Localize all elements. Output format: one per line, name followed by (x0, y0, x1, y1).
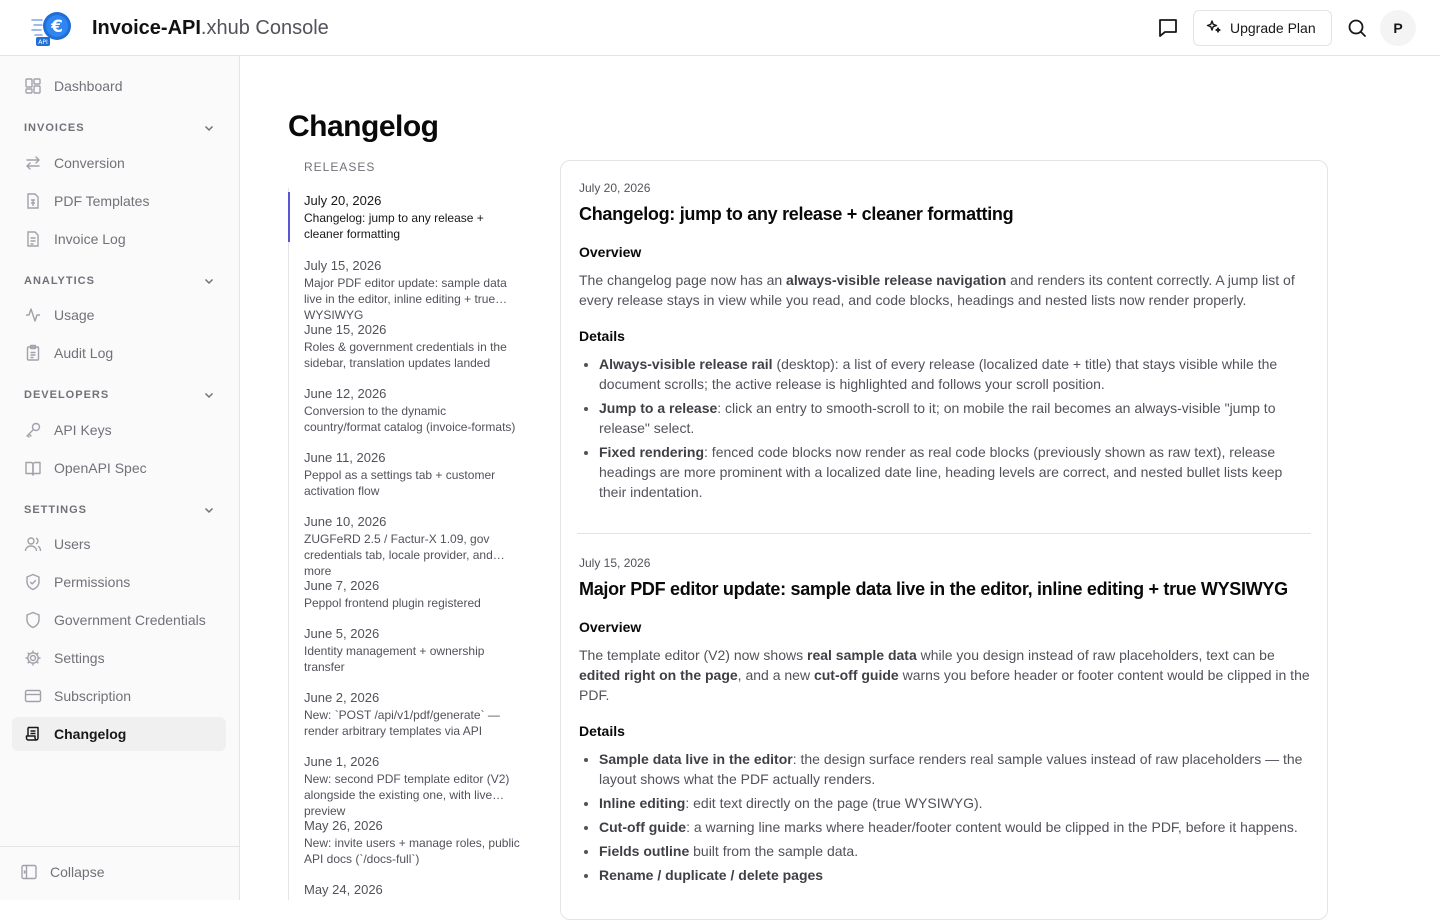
details-heading: Details (579, 723, 625, 739)
sidebar-item-label: Government Credentials (54, 612, 206, 628)
rail-item-title: ZUGFeRD 2.5 / Factur-X 1.09, gov credentials tab, locale provider, and more (304, 532, 493, 578)
chevron-down-icon (202, 503, 216, 517)
overview-bold: cut-off guide (813, 667, 899, 683)
section-label: DEVELOPERS (24, 389, 110, 401)
overview-text (579, 270, 1313, 310)
chevron-down-icon (202, 121, 216, 135)
detail-bold: Cut-off guide (599, 819, 687, 835)
detail-bold: Always-visible release rail (599, 356, 773, 372)
sidebar-item-openapi-spec[interactable] (12, 451, 226, 485)
overview-text-part: while you design instead of raw placeholders, text can be (916, 647, 1275, 663)
overview-heading: Overview (579, 619, 642, 635)
release-rail (288, 188, 528, 900)
top-header (0, 0, 1440, 56)
detail-text: : fenced code blocks now render as real code blocks (previously shown as raw text), release headings are more prominent with a localized date line, heading levels are correct, and nested bullet lists keep their indentation. (599, 444, 1283, 500)
avatar[interactable]: P (1380, 10, 1416, 46)
section-invoices[interactable] (24, 118, 216, 138)
sidebar-item-api-keys[interactable] (12, 413, 226, 447)
sidebar-item-usage[interactable] (12, 298, 226, 332)
detail-item (599, 817, 1313, 837)
overview-bold: always-visible release navigation (786, 272, 1007, 288)
users-icon (24, 535, 42, 553)
sidebar-footer (0, 846, 239, 900)
rail-item-title: Peppol as a settings tab + customer activation flow (304, 468, 496, 498)
collapse-button[interactable] (20, 863, 104, 881)
section-analytics[interactable] (24, 271, 216, 291)
rail-item-date: May 26, 2026 (304, 818, 383, 833)
section-settings[interactable] (24, 500, 216, 520)
rail-item[interactable] (288, 192, 528, 242)
overview-text-part: warns you before header or footer content would be clipped in the PDF. (579, 667, 1310, 703)
detail-item (599, 865, 1313, 885)
rail-item[interactable] (289, 513, 529, 578)
activity-icon (24, 306, 42, 324)
sidebar-item-government-credentials[interactable] (12, 603, 226, 637)
details-heading: Details (579, 328, 625, 344)
sidebar-item-subscription[interactable] (12, 679, 226, 713)
shield-check-icon (24, 573, 42, 591)
euro-coin-logo-icon[interactable] (30, 8, 78, 48)
overview-text (579, 645, 1313, 705)
sidebar-item-label: PDF Templates (54, 193, 150, 209)
sidebar-item-changelog[interactable] (12, 717, 226, 751)
release-title: Major PDF editor update: sample data live in the editor, inline editing + true WYSIWYG (579, 579, 1288, 599)
overview-text-part: The template editor (V2) now shows (579, 647, 807, 663)
gear-icon (24, 649, 42, 667)
detail-text: : the design surface renders real sample values instead of raw placeholders — the layout shows what the PDF actually renders. (599, 751, 1303, 787)
rail-item-date: June 1, 2026 (304, 754, 380, 769)
detail-bold: Rename / duplicate / delete pages (599, 867, 824, 883)
release-entry (579, 180, 1313, 506)
rail-item-date: June 10, 2026 (304, 514, 387, 529)
rail-item-title: Peppol frontend plugin registered (304, 596, 481, 610)
rail-item-title: Identity management + ownership transfer (304, 644, 485, 674)
book-open-icon (24, 459, 42, 477)
svg-text:€: € (51, 17, 63, 37)
rail-item-date: June 11, 2026 (304, 450, 386, 465)
detail-bold: Fields outline (599, 843, 690, 859)
sidebar-item-label: Permissions (54, 574, 131, 590)
rail-item-title: New: second PDF template editor (V2) alongside the existing one, with live preview (304, 772, 510, 818)
panel-left-icon (20, 863, 38, 881)
rail-item[interactable] (289, 385, 529, 435)
detail-item (599, 354, 1313, 394)
rail-item-date: June 7, 2026 (304, 578, 380, 593)
scroll-icon (24, 725, 42, 743)
detail-item (599, 793, 1313, 813)
detail-text: : click an entry to smooth-scroll to it; on mobile the rail becomes an always-visible "jump to release" select. (599, 400, 1276, 436)
changelog-document[interactable] (560, 160, 1328, 920)
upgrade-plan-button[interactable] (1193, 10, 1332, 46)
rail-item-date: June 15, 2026 (304, 322, 387, 337)
detail-item (599, 841, 1313, 861)
detail-item (599, 749, 1313, 789)
sidebar-item-conversion[interactable] (12, 146, 226, 180)
release-date: July 15, 2026 (579, 556, 651, 570)
sidebar-item-label: Subscription (54, 688, 132, 704)
sidebar-item-audit-log[interactable] (12, 336, 226, 370)
sidebar-item-users[interactable] (12, 527, 226, 561)
sidebar-item-invoice-log[interactable] (12, 222, 226, 256)
detail-text: : edit text directly on the page (true WYSIWYG). (685, 795, 983, 811)
sidebar-item-label: API Keys (54, 422, 112, 438)
rail-item-date: May 24, 2026 (304, 882, 383, 897)
rail-item[interactable] (289, 449, 529, 499)
rail-item[interactable] (289, 689, 529, 739)
file-text-icon (24, 230, 42, 248)
app-title[interactable] (92, 15, 329, 41)
rail-item-date: June 12, 2026 (304, 386, 387, 401)
release-entry (579, 555, 1313, 889)
arrows-left-right-icon (24, 154, 42, 172)
detail-text: built from the sample data. (689, 843, 859, 859)
sidebar-item-label: Usage (54, 307, 95, 323)
details-list (579, 354, 1313, 502)
sidebar-item-permissions[interactable] (12, 565, 226, 599)
search-icon[interactable] (1345, 16, 1369, 40)
rail-item[interactable] (289, 625, 529, 675)
sidebar-item-label: Changelog (54, 726, 127, 742)
release-divider (577, 533, 1311, 534)
rail-item-date: July 20, 2026 (304, 193, 382, 208)
overview-bold: edited right on the page (579, 667, 738, 683)
collapse-label: Collapse (50, 864, 105, 880)
releases-label: RELEASES (304, 160, 376, 174)
message-square-icon[interactable] (1156, 16, 1180, 40)
detail-item (599, 442, 1313, 502)
clipboard-list-icon (24, 344, 42, 362)
rail-item-title: Roles & government credentials in the sidebar, translation updates landed (304, 340, 507, 370)
rail-item-title: Changelog: jump to any release + cleaner formatting (304, 211, 484, 241)
section-label: INVOICES (24, 122, 85, 134)
overview-text-part: The changelog page now has an (579, 272, 787, 288)
detail-bold: Sample data live in the editor (599, 751, 793, 767)
app-title-bold: Invoice-API (92, 17, 201, 39)
rail-item-title: New: `POST /api/v1/pdf/generate` — render arbitrary templates via API (304, 708, 500, 738)
detail-bold: Fixed rendering (599, 444, 705, 460)
sidebar-item-pdf-templates[interactable] (12, 184, 226, 218)
rail-item[interactable] (289, 881, 529, 899)
sidebar-item-label: Users (54, 536, 91, 552)
rail-item[interactable] (289, 257, 529, 322)
release-title: Changelog: jump to any release + cleaner formatting (579, 204, 1014, 224)
layout-dashboard-icon (24, 77, 42, 95)
sidebar-item-label: OpenAPI Spec (54, 460, 147, 476)
rail-item[interactable] (289, 817, 529, 867)
chevron-down-icon (202, 388, 216, 402)
chevron-down-icon (202, 274, 216, 288)
sidebar-item-dashboard[interactable] (12, 69, 226, 103)
sidebar-item-label: Settings (54, 650, 105, 666)
overview-heading: Overview (579, 244, 642, 260)
overview-text-part: and renders its content correctly. A jump list of every release stays in view while you read, and code blocks, headings and nested lists now render properly. (579, 272, 1295, 308)
sidebar-item-label: Audit Log (54, 345, 114, 361)
sidebar (0, 56, 240, 900)
section-label: ANALYTICS (24, 275, 95, 287)
credit-card-icon (24, 687, 42, 705)
rail-item-title: Conversion to the dynamic country/format catalog (invoice-formats) (304, 404, 516, 434)
section-label: SETTINGS (24, 504, 88, 516)
file-template-icon (24, 192, 42, 210)
detail-bold: Jump to a release (599, 400, 718, 416)
rail-item[interactable] (289, 577, 529, 611)
svg-text:API: API (38, 39, 48, 46)
sidebar-item-label: Conversion (54, 155, 125, 171)
detail-bold: Inline editing (599, 795, 686, 811)
app-title-rest: .xhub Console (200, 17, 329, 39)
rail-item-date: July 15, 2026 (304, 258, 382, 273)
detail-text: : a warning line marks where header/footer content would be clipped in the PDF, before it happens. (686, 819, 1298, 835)
overview-bold: real sample data (807, 647, 917, 663)
rail-item-date: June 5, 2026 (304, 626, 380, 641)
rail-item-title: New: invite users + manage roles, public API docs (`/docs-full`) (304, 836, 520, 866)
sidebar-item-label: Dashboard (54, 78, 123, 94)
upgrade-plan-label: Upgrade Plan (1230, 20, 1316, 36)
rail-item[interactable] (289, 321, 529, 371)
rail-item-date: June 2, 2026 (304, 690, 380, 705)
detail-item (599, 398, 1313, 438)
shield-icon (24, 611, 42, 629)
sidebar-item-label: Invoice Log (54, 231, 126, 247)
page-title: Changelog (288, 110, 439, 143)
detail-text: (desktop): a list of every release (localized date + title) that stays visible while the document scrolls; the active release is highlighted and follows your scroll position. (599, 356, 1278, 392)
overview-text-part: , and a new (737, 667, 814, 683)
rail-item[interactable] (289, 753, 529, 818)
key-icon (24, 421, 42, 439)
rail-item-title: Major PDF editor update: sample data live in the editor, inline editing + true WYSIWYG (304, 276, 507, 322)
sidebar-item-settings[interactable] (12, 641, 226, 675)
section-developers[interactable] (24, 385, 216, 405)
details-list (579, 749, 1313, 885)
sparkles-icon (1206, 19, 1222, 38)
release-date: July 20, 2026 (579, 181, 651, 195)
